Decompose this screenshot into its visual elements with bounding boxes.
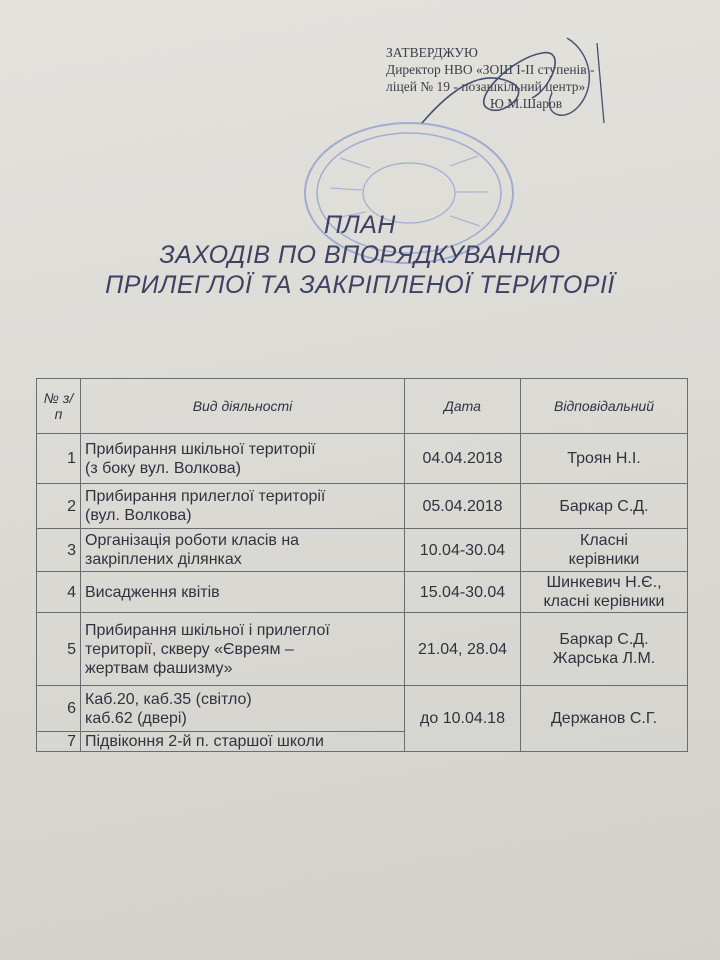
row-responsible [521, 484, 688, 529]
row-activity [81, 686, 405, 732]
activity-line: Висадження квітів [85, 583, 220, 601]
table-header-row [37, 379, 688, 434]
row-activity [81, 732, 405, 752]
row-num: 6 [37, 686, 81, 732]
table-row [37, 613, 688, 686]
row-responsible [521, 529, 688, 572]
row-responsible [521, 686, 688, 752]
responsible-line: Шинкевич Н.Є., [546, 574, 662, 591]
row-num: 5 [37, 613, 81, 686]
row-num: 2 [37, 484, 81, 529]
activity-line: Підвіконня 2-й п. старшої школи [85, 733, 324, 750]
table-row [37, 686, 688, 732]
responsible-line: Троян Н.І. [567, 450, 641, 467]
row-date: 15.04-30.04 [405, 572, 521, 613]
row-date: 04.04.2018 [405, 434, 521, 484]
activity-line: території, скверу «Євреям – [85, 640, 294, 658]
activity-line: Організація роботи класів на [85, 532, 300, 549]
row-activity [81, 529, 405, 572]
approval-name: Ю.М.Шаров [490, 96, 563, 111]
activity-line: (з боку вул. Волкова) [85, 459, 241, 477]
plan-table [36, 378, 688, 752]
approval-heading: ЗАТВЕРДЖУЮ [386, 45, 478, 60]
table-row [37, 572, 688, 613]
signature [392, 28, 622, 138]
header-num: № з/п [37, 379, 81, 434]
row-date: 21.04, 28.04 [405, 613, 521, 686]
row-activity [81, 613, 405, 686]
table-row [37, 529, 688, 572]
title-line-1: ПЛАН [324, 211, 396, 239]
responsible-line: керівники [568, 551, 640, 568]
responsible-line: Баркар С.Д. [559, 631, 649, 648]
document-title [0, 210, 720, 300]
row-num: 3 [37, 529, 81, 572]
header-date: Дата [405, 379, 521, 434]
responsible-line: Жарська Л.М. [552, 650, 656, 667]
table-row [37, 484, 688, 529]
row-activity [81, 434, 405, 484]
activity-line: каб.62 (двері) [85, 709, 187, 727]
activity-line: (вул. Волкова) [85, 507, 192, 524]
row-activity [81, 572, 405, 613]
activity-line: Каб.20, каб.35 (світло) [85, 690, 252, 708]
title-line-3: ПРИЛЕГЛОЇ ТА ЗАКРІПЛЕНОЇ ТЕРИТОРІЇ [105, 271, 615, 299]
row-activity [81, 484, 405, 529]
row-date: до 10.04.18 [405, 686, 521, 752]
table-row [37, 434, 688, 484]
approval-position: Директор НВО «ЗОШ І-ІІ ступенів - [386, 62, 595, 77]
responsible-line: Держанов С.Г. [550, 710, 658, 727]
row-num: 4 [37, 572, 81, 613]
responsible-line: Баркар С.Д. [559, 497, 649, 515]
row-responsible [521, 613, 688, 686]
header-activity: Вид діяльності [81, 379, 405, 434]
row-date: 05.04.2018 [405, 484, 521, 529]
row-responsible [521, 434, 688, 484]
row-responsible [521, 572, 688, 613]
title-line-2: ЗАХОДІВ ПО ВПОРЯДКУВАННЮ [159, 241, 561, 269]
row-num: 1 [37, 434, 81, 484]
activity-line: жертвам фашизму» [85, 659, 233, 677]
row-date: 10.04-30.04 [405, 529, 521, 572]
activity-line: Прибирання шкільної і прилеглої [85, 621, 330, 639]
header-responsible: Відповідальний [521, 379, 688, 434]
activity-line: Прибирання шкільної території [85, 440, 316, 458]
approval-organization: ліцей № 19 - позашкільний центр» [386, 79, 586, 94]
responsible-line: класні керівники [543, 593, 665, 610]
responsible-line: Класні [580, 532, 628, 549]
activity-line: закріплених ділянках [85, 551, 242, 568]
row-num: 7 [37, 732, 81, 752]
activity-line: Прибирання прилеглої території [85, 488, 326, 505]
